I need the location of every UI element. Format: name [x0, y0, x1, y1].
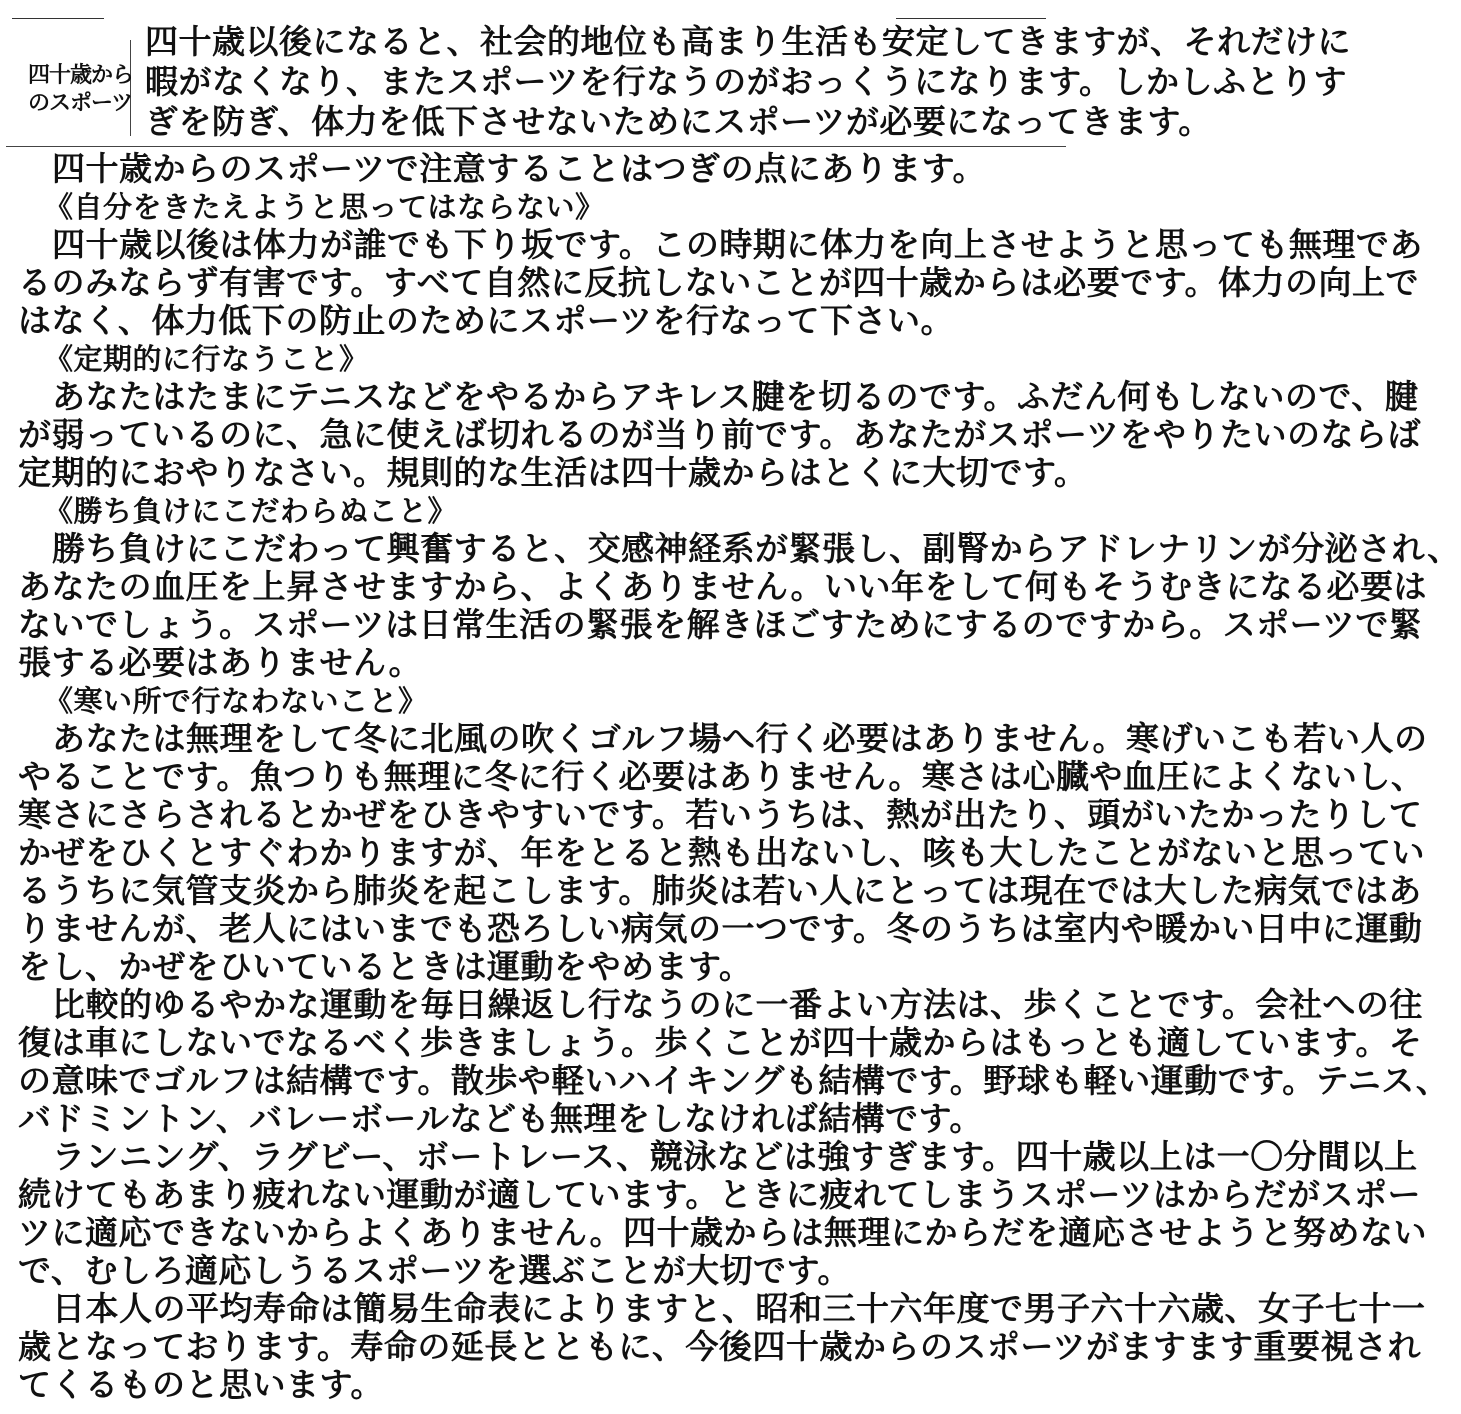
body-line: 日本人の平均寿命は簡易生命表によりますと、昭和三十六年度で男子六十六歳、女子七十一: [52, 1289, 1426, 1328]
section-heading: 《定期的に行なうこと》: [44, 342, 369, 376]
body-line: で、むしろ適応しうるスポーツを選ぶことが大切です。: [18, 1251, 851, 1290]
body-line: 復は車にしないでなるべく歩きましょう。歩くことが四十歳からはもっとも適しています。そ: [18, 1023, 1423, 1062]
body-line: が弱っているのに、急に使えば切れるのが当り前です。あなたがスポーツをやりたいのならば: [18, 415, 1422, 454]
intro-line: ぎを防ぎ、体力を低下させないためにスポーツが必要になってきます。: [145, 102, 1212, 141]
body-line: ランニング、ラグビー、ボートレース、競泳などは強すぎます。四十歳以上は一〇分間以上: [52, 1137, 1418, 1176]
top-rule-right: [896, 18, 1046, 19]
section-title-line-2: のスポーツ: [28, 90, 133, 116]
body-line: 寒さにさらされるとかぜをひきやすいです。若いうちは、熱が出たり、頭がいたかったりして: [18, 795, 1423, 834]
body-line: るのみならず有害です。すべて自然に反抗しないことが四十歳からは必要です。体力の向上で: [18, 263, 1420, 302]
top-rule-left: [12, 18, 104, 19]
section-heading: 《勝ち負けにこだわらぬこと》: [44, 494, 458, 528]
section-divider: [6, 146, 1066, 147]
body-line: バドミントン、バレーボールなども無理をしなければ結構です。: [18, 1099, 983, 1138]
body-line: ないでしょう。スポーツは日常生活の緊張を解きほごすためにするのですから。スポーツで緊: [18, 605, 1423, 644]
body-line: りませんが、老人にはいまでも恐ろしい病気の一つです。冬のうちは室内や暖かい日中に運動: [18, 909, 1423, 948]
body-line: 勝ち負けにこだわって興奮すると、交感神経系が緊張し、副腎からアドレナリンが分泌され、: [52, 529, 1461, 568]
body-line: あなたの血圧を上昇させますから、よくありません。いい年をして何もそうむきになる必要は: [18, 567, 1427, 606]
section-heading: 《自分をきたえようと思ってはならない》: [44, 190, 605, 224]
body-line: るうちに気管支炎から肺炎を起こします。肺炎は若い人にとっては現在では大した病気ではあ: [18, 871, 1422, 910]
body-line: かぜをひくとすぐわかりますが、年をとると熱も出ないし、咳も大したことがないと思ってい: [18, 833, 1425, 872]
body-line: あなたはたまにテニスなどをやるからアキレス腱を切るのです。ふだん何もしないので、腱: [52, 377, 1419, 416]
body-line: あなたは無理をして冬に北風の吹くゴルフ場へ行く必要はありません。寒げいこも若い人の: [52, 719, 1428, 758]
section-heading: 《寒い所で行なわないこと》: [44, 684, 428, 718]
intro-line: 四十歳以後になると、社会的地位も高まり生活も安定してきますが、それだけに: [145, 22, 1351, 61]
body-line: てくるものと思います。: [18, 1365, 384, 1404]
body-line: やることです。魚つりも無理に冬に行く必要はありません。寒さは心臓や血圧によくないし、: [18, 757, 1425, 796]
body-line: 続けてもあまり疲れない運動が適しています。ときに疲れてしまうスポーツはからだがスポー: [18, 1175, 1422, 1214]
body-line: 張する必要はありません。: [18, 643, 422, 682]
body-line: をし、かぜをひいているときは運動をやめます。: [18, 947, 753, 986]
body-line: 定期的におやりなさい。規則的な生活は四十歳からはとくに大切です。: [18, 453, 1088, 492]
body-line: ツに適応できないからよくありません。四十歳からは無理にからだを適応させようと努めない: [18, 1213, 1427, 1252]
section-title-line-1: 四十歳から: [28, 62, 134, 88]
intro-line: 暇がなくなり、またスポーツを行なうのがおっくうになります。しかしふとりす: [145, 62, 1348, 101]
section-title-box: [12, 40, 134, 136]
body-line: 四十歳以後は体力が誰でも下り坂です。この時期に体力を向上させようと思っても無理であ: [52, 225, 1423, 264]
body-line: はなく、体力低下の防止のためにスポーツを行なって下さい。: [18, 301, 955, 340]
body-line: 比較的ゆるやかな運動を毎日繰返し行なうのに一番よい方法は、歩くことです。会社への往: [52, 985, 1423, 1024]
body-line: 歳となっております。寿命の延長とともに、今後四十歳からのスポーツがますます重要視され: [18, 1327, 1422, 1366]
body-text: [18, 149, 1461, 1404]
intro-paragraph: [145, 22, 1351, 142]
body-line: 四十歳からのスポーツで注意することはつぎの点にあります。: [52, 149, 987, 188]
body-line: の意味でゴルフは結構です。散歩や軽いハイキングも結構です。野球も軽い運動です。テニス、: [18, 1061, 1450, 1100]
